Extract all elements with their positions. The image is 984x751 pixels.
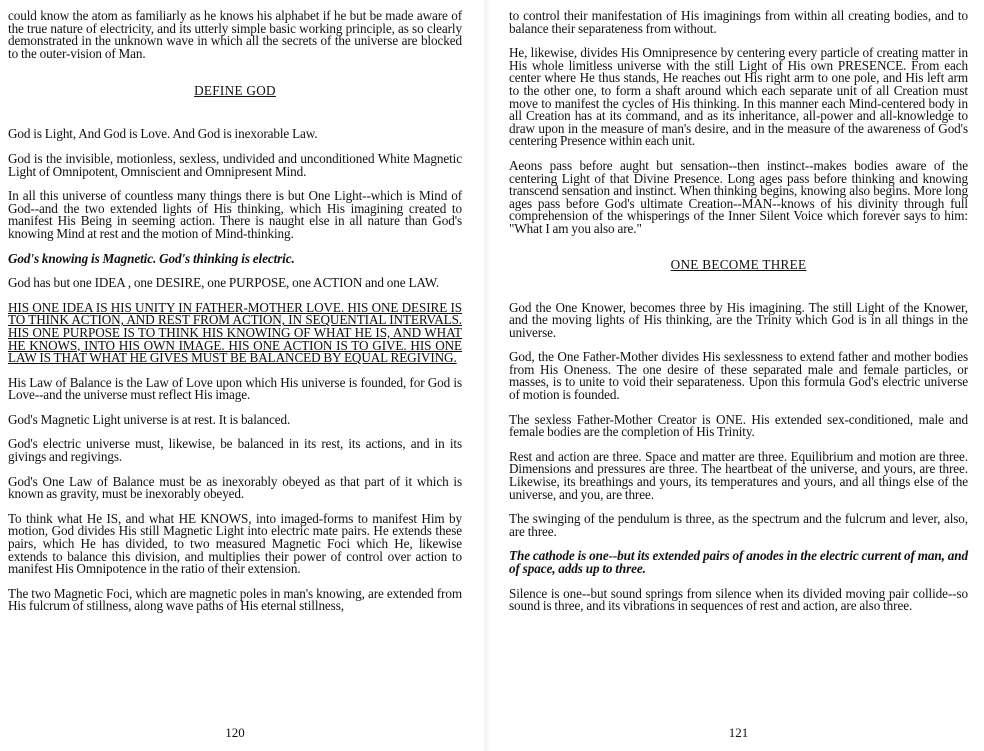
left-paragraph-5: God's knowing is Magnetic. God's thinking is electric. — [8, 250, 295, 266]
right-paragraph-9: The cathode is one--but its extended pairs of anodes in the electric current of man, and of space, adds up to three. — [509, 548, 968, 576]
right-paragraph-7: Rest and action are three. Space and matter are three. Equilibrium and motion are three. Dimensions and pressures are three. The heartbeat of the universe, and yours, are three. Likewise, its breathings and yours, its temperatures and yours, and all things else of the universe, and you, are three. — [509, 448, 968, 502]
left-paragraph-4: In all this universe of countless many things there is but One Light--which is Mind of God--and the two extended lights of His thinking, which His imagining created to manifest His Being in seeming action. There is naught else in all nature than God's knowing Mind at rest and the motion of Mind-thinking. — [8, 188, 462, 241]
right-paragraph-10: Silence is one--but sound springs from silence when its divided moving pair collide--so sound is three, and its vibrations in sequences of rest and action, are also three. — [509, 585, 968, 614]
left-paragraph-3: God is the invisible, motionless, sexless, undivided and unconditioned White Magnetic Light of Omnipotent, Omniscient and Omnipresent Mind. — [8, 150, 462, 179]
right-paragraph-2: He, likewise, divides His Omnipresence by centering every particle of creating matter in His whole limitless universe with the still Light of His own PRESENCE. From each center where He thus stands, He reaches out His right arm to one pole, and His left arm to the other one, to form a shaft around which each separate unit of all Creation must move to manifest the cycles of His thinking. In this manner each Mind-centered body in all Creation has at its command, and as its inheritance, all-power and all-knowledge to draw upon in the measure of man's desire, and in the measure of the awareness of God's centering Presence within each unit. — [509, 45, 968, 149]
left-paragraph-9: God's Magnetic Light universe is at rest. It is balanced. — [8, 411, 291, 427]
left-paragraph-13: The two Magnetic Foci, which are magnetic poles in man's knowing, are extended from His fulcrum of stillness, along wave paths of His eternal stillness, — [8, 585, 462, 614]
right-paragraph-1: to control their manifestation of His imaginings from within all creating bodies, and to balance their separateness from without. — [509, 8, 968, 36]
left-paragraph-6: God has but one IDEA , one DESIRE, one PURPOSE, one ACTION and one LAW. — [8, 275, 440, 291]
left-paragraph-8: His Law of Balance is the Law of Love upon which His universe is founded, for God is Love--and the universe must reflect His image. — [8, 374, 462, 403]
right-paragraph-6: The sexless Father-Mother Creator is ONE. His extended sex-conditioned, male and female bodies are the completion of His Trinity. — [509, 411, 968, 440]
left-paragraph-7: HIS ONE IDEA IS HIS UNITY IN FATHER-MOTHER LOVE. HIS ONE DESIRE IS TO THINK ACTION, AND REST FROM ACTION, IN SEQUENTIAL INTERVALS. HIS ONE PURPOSE IS TO THINK HIS KNOWING OF WHAT HE IS, AND WHAT HE KNOWS, INTO HIS OWN IMAGE. HIS ONE ACTION IS TO GIVE. HIS ONE LAW IS THAT WHAT HE GIVES MUST BE BALANCED BY EQUAL REGIVING. — [8, 299, 462, 366]
right-paragraph-8: The swinging of the pendulum is three, as the spectrum and the fulcrum and lever, also, are three. — [509, 511, 968, 539]
right-paragraph-3: Aeons pass before aught but sensation--then instinct--makes bodies aware of the centering Light of that Divine Presence. Long ages pass before thinking and knowing transcend sensation and instinct. When thinking begins, knowing also begins. More long ages pass before God's ultimate Creation--MAN--knows of his divinity through full comprehension of the whisperings of the Inner Silent Voice which forever says to him: "What I am you also are." — [509, 157, 968, 236]
book-gutter — [482, 0, 490, 751]
section-heading-define-god: DEFINE GOD — [194, 83, 276, 99]
left-page — [8, 0, 462, 751]
left-paragraph-1: could know the atom as familiarly as he knows his alphabet if he but be made aware of the true nature of electricity, and its utterly simple basic working principle, as so clearly demonstrated in the unknown wave in which all the secrets of the universe are blocked to the outer-vision of Man. — [8, 8, 462, 61]
left-page-number: 120 — [225, 725, 245, 740]
section-heading-one-become-three: ONE BECOME THREE — [670, 256, 807, 272]
right-page-number: 121 — [728, 725, 749, 740]
left-paragraph-12: To think what He IS, and what HE KNOWS, into imaged-forms to manifest Him by motion, God divides His still Magnetic Light into electric mate pairs. He extends these pairs, which He has divided, to two measured Magnetic Foci which He, likewise extends to balance this division, and multiplies their power of control over action to manifest His Omnipotence in the ratio of their extension. — [8, 510, 462, 577]
left-paragraph-10: God's electric universe must, likewise, be balanced in its rest, its actions, and in its givings and regivings. — [8, 436, 462, 465]
right-page — [509, 0, 968, 751]
right-paragraph-5: God, the One Father-Mother divides His sexlessness to extend father and mother bodies from His Oneness. The one desire of these separated male and female particles, or masses, is to unite to void their separateness. Upon this formula God's electric universe of motion is founded. — [509, 349, 968, 403]
left-paragraph-11: God's One Law of Balance must be as inexorably obeyed as that part of it which is known as gravity, must be inexorably obeyed. — [8, 473, 462, 502]
left-paragraph-2: God is Light, And God is Love. And God is inexorable Law. — [8, 126, 318, 142]
right-paragraph-4: God the One Knower, becomes three by His imagining. The still Light of the Knower, and the moving lights of His thinking, are the Trinity which God is in all things in the universe. — [509, 299, 968, 340]
